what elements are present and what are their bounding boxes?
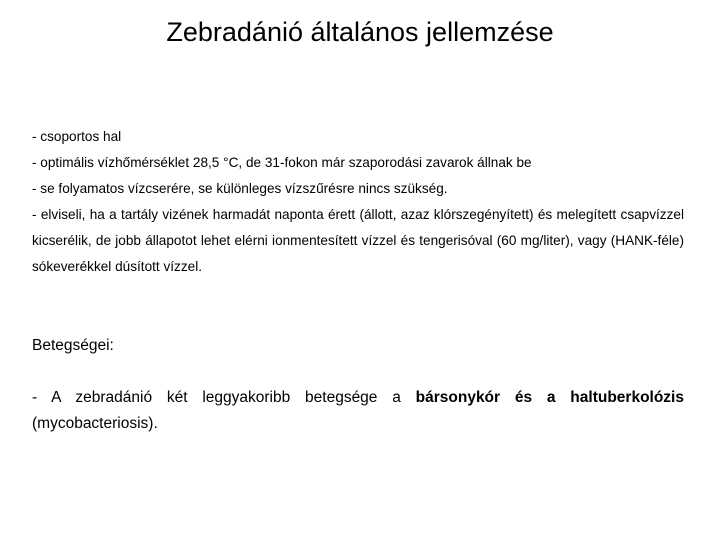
- slide-title: Zebradánió általános jellemzése: [166, 17, 554, 47]
- list-item: - se folyamatos vízcserére, se különleges vízszűrésre nincs szükség.: [32, 181, 448, 196]
- diseases-text-suffix: (mycobacteriosis).: [32, 415, 158, 432]
- list-item: - csoportos hal: [32, 129, 122, 144]
- diseases-text-bold: bársonykór és a haltuberkolózis: [415, 389, 684, 406]
- diseases-text-prefix: - A zebradánió két leggyakoribb betegsége a: [32, 389, 416, 406]
- list-item: - elviseli, ha a tartály vizének harmadát naponta érett (állott, azaz klórszegényített) és melegített csapvízzel kicserélik, de jobb állapotot lehet elérni ionmentesített vízzel és tengerisóval (60 mg/liter), vagy (HANK-féle) sókeverékkel dúsított vízzel.: [32, 207, 684, 274]
- diseases-paragraph: [32, 385, 684, 437]
- diseases-heading: Betegségei:: [32, 337, 114, 354]
- characteristics-list: [32, 124, 684, 280]
- list-item: - optimális vízhőmérséklet 28,5 °C, de 31-fokon már szaporodási zavarok állnak be: [32, 155, 532, 170]
